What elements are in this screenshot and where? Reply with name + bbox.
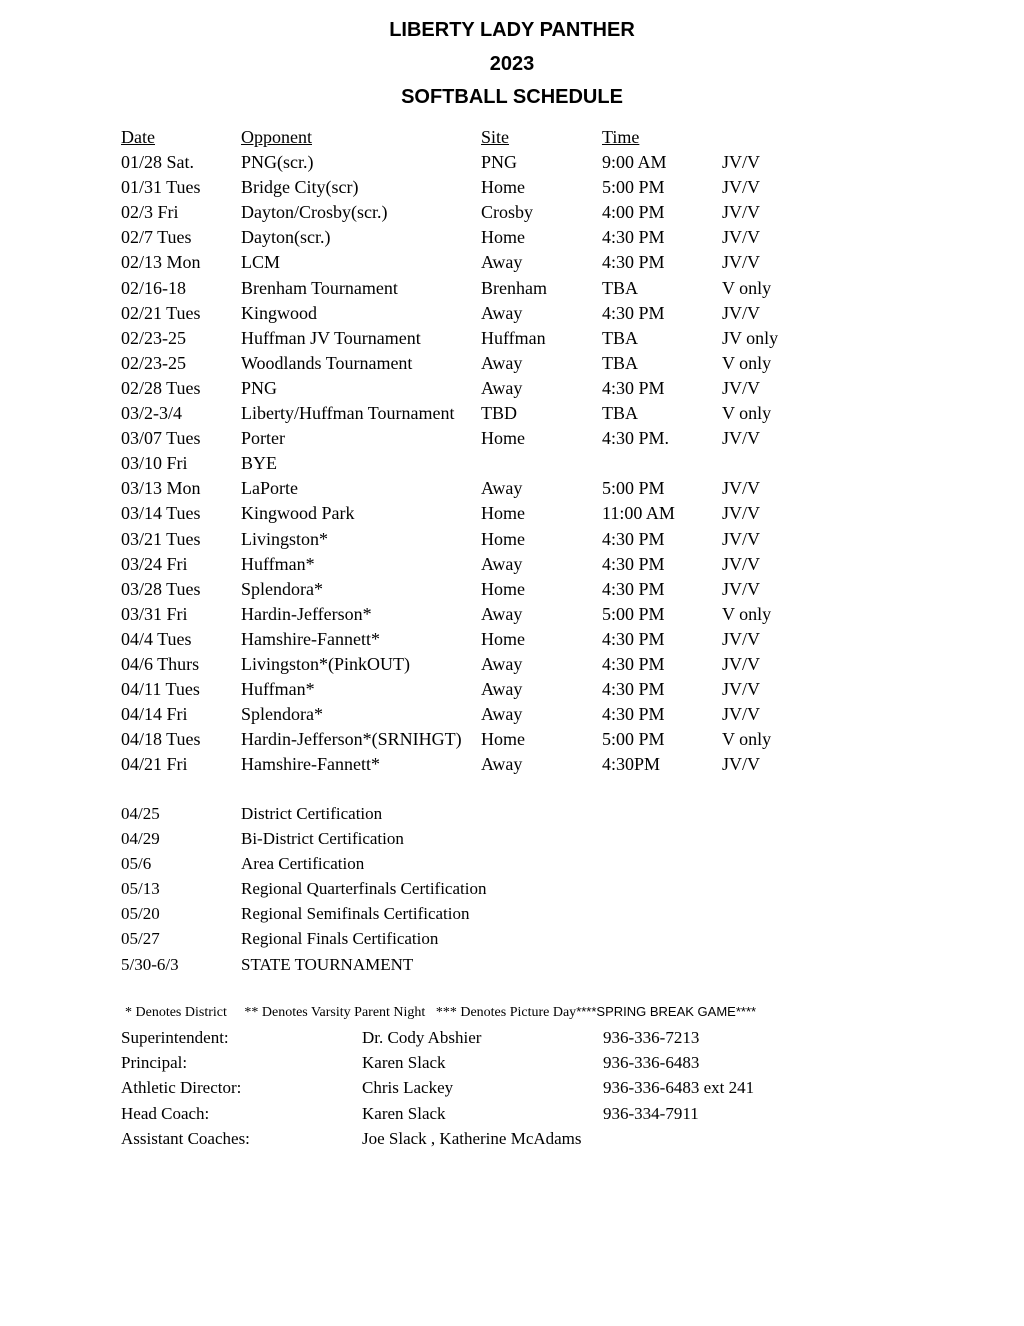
game-level: V only: [722, 403, 772, 424]
postseason-event: Regional Finals Certification: [241, 929, 439, 949]
game-opponent: Livingston*: [241, 528, 329, 549]
game-time: 4:30 PM: [602, 578, 665, 599]
game-time: TBA: [602, 403, 638, 424]
game-date: 02/13 Mon: [121, 252, 201, 273]
game-site: Away: [481, 377, 523, 398]
game-time: 4:30 PM: [602, 679, 665, 700]
staff-phone: 936-336-7213: [603, 1028, 700, 1047]
game-site: Away: [481, 754, 523, 775]
game-date: 02/16-18: [121, 277, 186, 298]
postseason-date: 05/6: [121, 854, 152, 874]
game-date: 04/11 Tues: [121, 679, 200, 700]
game-opponent: Huffman*: [241, 679, 315, 700]
game-opponent: Dayton(scr.): [241, 227, 331, 248]
page-title: LIBERTY LADY PANTHER: [389, 19, 635, 41]
game-time: 4:30 PM: [602, 302, 665, 323]
postseason-event: Bi-District Certification: [241, 829, 404, 849]
staff-role: Principal:: [121, 1053, 188, 1073]
game-date: 02/7 Tues: [121, 227, 192, 248]
game-date: 02/23-25: [121, 352, 186, 373]
season-year: 2023: [489, 53, 535, 75]
game-time: 4:30 PM: [602, 227, 665, 248]
game-time: TBA: [602, 327, 638, 348]
game-level: V only: [722, 603, 772, 624]
legend-picture-day: *** Denotes Picture Day: [435, 1005, 577, 1020]
game-date: 03/14 Tues: [121, 503, 201, 524]
game-opponent: PNG(scr.): [241, 152, 314, 173]
game-level: JV/V: [722, 653, 761, 674]
game-site: Crosby: [481, 202, 534, 223]
game-date: 03/24 Fri: [121, 553, 188, 574]
game-level: V only: [722, 729, 772, 750]
game-time: 11:00 AM: [602, 503, 675, 524]
game-site: Home: [481, 729, 525, 750]
game-time: TBA: [602, 352, 638, 373]
game-level: JV/V: [722, 302, 761, 323]
header-opponent: Opponent: [241, 127, 312, 147]
staff-name: Chris Lackey: [362, 1078, 454, 1098]
game-time: 4:30 PM: [602, 704, 665, 725]
game-level: JV/V: [722, 152, 761, 173]
game-level: JV/V: [722, 428, 761, 449]
game-date: 04/18 Tues: [121, 729, 201, 750]
staff-role: Assistant Coaches:: [121, 1128, 250, 1148]
game-time: 9:00 AM: [602, 152, 667, 173]
game-opponent: Bridge City(scr): [241, 177, 359, 198]
game-date: 02/28 Tues: [121, 377, 201, 398]
staff-name: Karen Slack: [362, 1103, 446, 1123]
postseason-event: District Certification: [241, 804, 383, 823]
game-date: 03/13 Mon: [121, 478, 201, 499]
game-level: JV/V: [722, 227, 761, 248]
game-opponent: Hamshire-Fannett*: [241, 628, 380, 649]
staff-name: Dr. Cody Abshier: [362, 1028, 482, 1047]
game-level: V only: [722, 352, 772, 373]
game-site: Home: [481, 578, 525, 599]
game-site: PNG: [481, 152, 518, 173]
game-date: 01/31 Tues: [121, 177, 201, 198]
game-level: JV/V: [722, 377, 761, 398]
game-opponent: BYE: [241, 453, 277, 474]
game-opponent: Huffman*: [241, 553, 315, 574]
game-site: Away: [481, 478, 523, 499]
game-time: 4:30 PM: [602, 628, 665, 649]
game-opponent: Hardin-Jefferson*(SRNIHGT): [241, 729, 462, 750]
game-time: 5:00 PM: [602, 478, 665, 499]
game-opponent: Kingwood: [241, 302, 317, 323]
staff-phone: 936-334-7911: [603, 1103, 699, 1123]
legend-district: * Denotes District: [125, 1005, 227, 1020]
game-level: JV/V: [722, 503, 761, 524]
game-time: 4:30 PM: [602, 653, 665, 674]
staff-phone: 936-336-6483 ext 241: [603, 1078, 755, 1098]
game-opponent: LaPorte: [241, 478, 298, 499]
schedule-title: SOFTBALL SCHEDULE: [401, 86, 623, 108]
game-date: 04/14 Fri: [121, 704, 188, 725]
game-site: Home: [481, 528, 525, 549]
game-site: Away: [481, 603, 523, 624]
game-date: 03/31 Fri: [121, 603, 188, 624]
postseason-date: 04/25: [121, 804, 160, 823]
game-opponent: Brenham Tournament: [241, 277, 398, 298]
game-date: 03/28 Tues: [121, 578, 201, 599]
staff-name: Karen Slack: [362, 1053, 446, 1073]
game-date: 03/10 Fri: [121, 453, 188, 474]
game-time: TBA: [602, 277, 638, 298]
header-date: Date: [121, 127, 155, 147]
game-date: 04/6 Thurs: [121, 653, 200, 674]
game-site: Away: [481, 704, 523, 725]
game-date: 04/21 Fri: [121, 754, 188, 775]
game-date: 03/21 Tues: [121, 528, 201, 549]
game-level: JV/V: [722, 528, 761, 549]
game-level: JV/V: [722, 704, 761, 725]
game-site: Home: [481, 177, 525, 198]
game-opponent: Hardin-Jefferson*: [241, 603, 372, 624]
game-level: JV/V: [722, 553, 761, 574]
game-opponent: LCM: [241, 252, 281, 273]
postseason-event: Regional Quarterfinals Certification: [241, 879, 487, 899]
game-opponent: PNG: [241, 377, 278, 398]
game-time: 4:30 PM: [602, 553, 665, 574]
game-date: 03/2-3/4: [121, 403, 182, 424]
game-site: Home: [481, 428, 525, 449]
header-time: Time: [602, 127, 640, 147]
game-date: 04/4 Tues: [121, 628, 192, 649]
game-site: Away: [481, 553, 523, 574]
game-opponent: Huffman JV Tournament: [241, 327, 421, 348]
game-date: 02/21 Tues: [121, 302, 201, 323]
staff-phone: 936-336-6483: [603, 1053, 700, 1073]
game-time: 4:30 PM: [602, 252, 665, 273]
staff-role: Superintendent:: [121, 1028, 229, 1047]
game-level: JV/V: [722, 252, 761, 273]
game-opponent: Splendora*: [241, 578, 323, 599]
staff-name: Joe Slack , Katherine McAdams: [362, 1128, 582, 1148]
game-site: Brenham: [481, 277, 547, 298]
game-site: TBD: [481, 403, 517, 424]
staff-role: Head Coach:: [121, 1103, 210, 1123]
game-date: 02/23-25: [121, 327, 186, 348]
game-site: Home: [481, 227, 525, 248]
game-level: JV/V: [722, 578, 761, 599]
game-date: 01/28 Sat.: [121, 152, 195, 173]
postseason-event: Regional Semifinals Certification: [241, 904, 470, 924]
postseason-event: Area Certification: [241, 854, 365, 874]
game-level: JV/V: [722, 628, 761, 649]
game-time: 4:30 PM: [602, 528, 665, 549]
game-time: 5:00 PM: [602, 603, 665, 624]
game-opponent: Hamshire-Fannett*: [241, 754, 380, 775]
postseason-date: 05/13: [121, 879, 160, 899]
game-time: 5:00 PM: [602, 729, 665, 750]
game-site: Home: [481, 503, 525, 524]
game-time: 4:30PM: [602, 754, 661, 775]
game-time: 4:00 PM: [602, 202, 665, 223]
game-date: 03/07 Tues: [121, 428, 201, 449]
game-level: V only: [722, 277, 772, 298]
postseason-date: 05/27: [121, 929, 160, 949]
game-level: JV/V: [722, 679, 761, 700]
game-opponent: Woodlands Tournament: [241, 352, 413, 373]
header-site: Site: [481, 127, 510, 147]
game-opponent: Livingston*(PinkOUT): [241, 653, 410, 674]
game-opponent: Liberty/Huffman Tournament: [241, 403, 455, 424]
game-site: Away: [481, 679, 523, 700]
game-time: 5:00 PM: [602, 177, 665, 198]
game-time: 4:30 PM.: [602, 428, 670, 449]
game-level: JV/V: [722, 202, 761, 223]
game-site: Home: [481, 628, 525, 649]
postseason-date: 04/29: [121, 829, 160, 849]
game-level: JV/V: [722, 478, 761, 499]
game-site: Away: [481, 653, 523, 674]
game-date: 02/3 Fri: [121, 202, 179, 223]
game-site: Huffman: [481, 327, 546, 348]
game-site: Away: [481, 252, 523, 273]
game-site: Away: [481, 302, 523, 323]
legend-parent-night: ** Denotes Varsity Parent Night: [244, 1005, 426, 1020]
postseason-date: 5/30-6/3: [121, 954, 179, 974]
game-opponent: Splendora*: [241, 704, 323, 725]
postseason-date: 05/20: [121, 904, 160, 924]
game-opponent: Kingwood Park: [241, 503, 355, 524]
staff-role: Athletic Director:: [121, 1078, 242, 1098]
game-opponent: Dayton/Crosby(scr.): [241, 202, 388, 223]
game-level: JV/V: [722, 177, 761, 198]
game-site: Away: [481, 352, 523, 373]
game-level: JV only: [722, 327, 779, 348]
postseason-event: STATE TOURNAMENT: [241, 954, 414, 974]
legend: [125, 1004, 756, 1021]
legend-spring-break: ****SPRING BREAK GAME****: [576, 1004, 757, 1019]
game-time: 4:30 PM: [602, 377, 665, 398]
game-opponent: Porter: [241, 428, 285, 449]
game-level: JV/V: [722, 754, 761, 775]
